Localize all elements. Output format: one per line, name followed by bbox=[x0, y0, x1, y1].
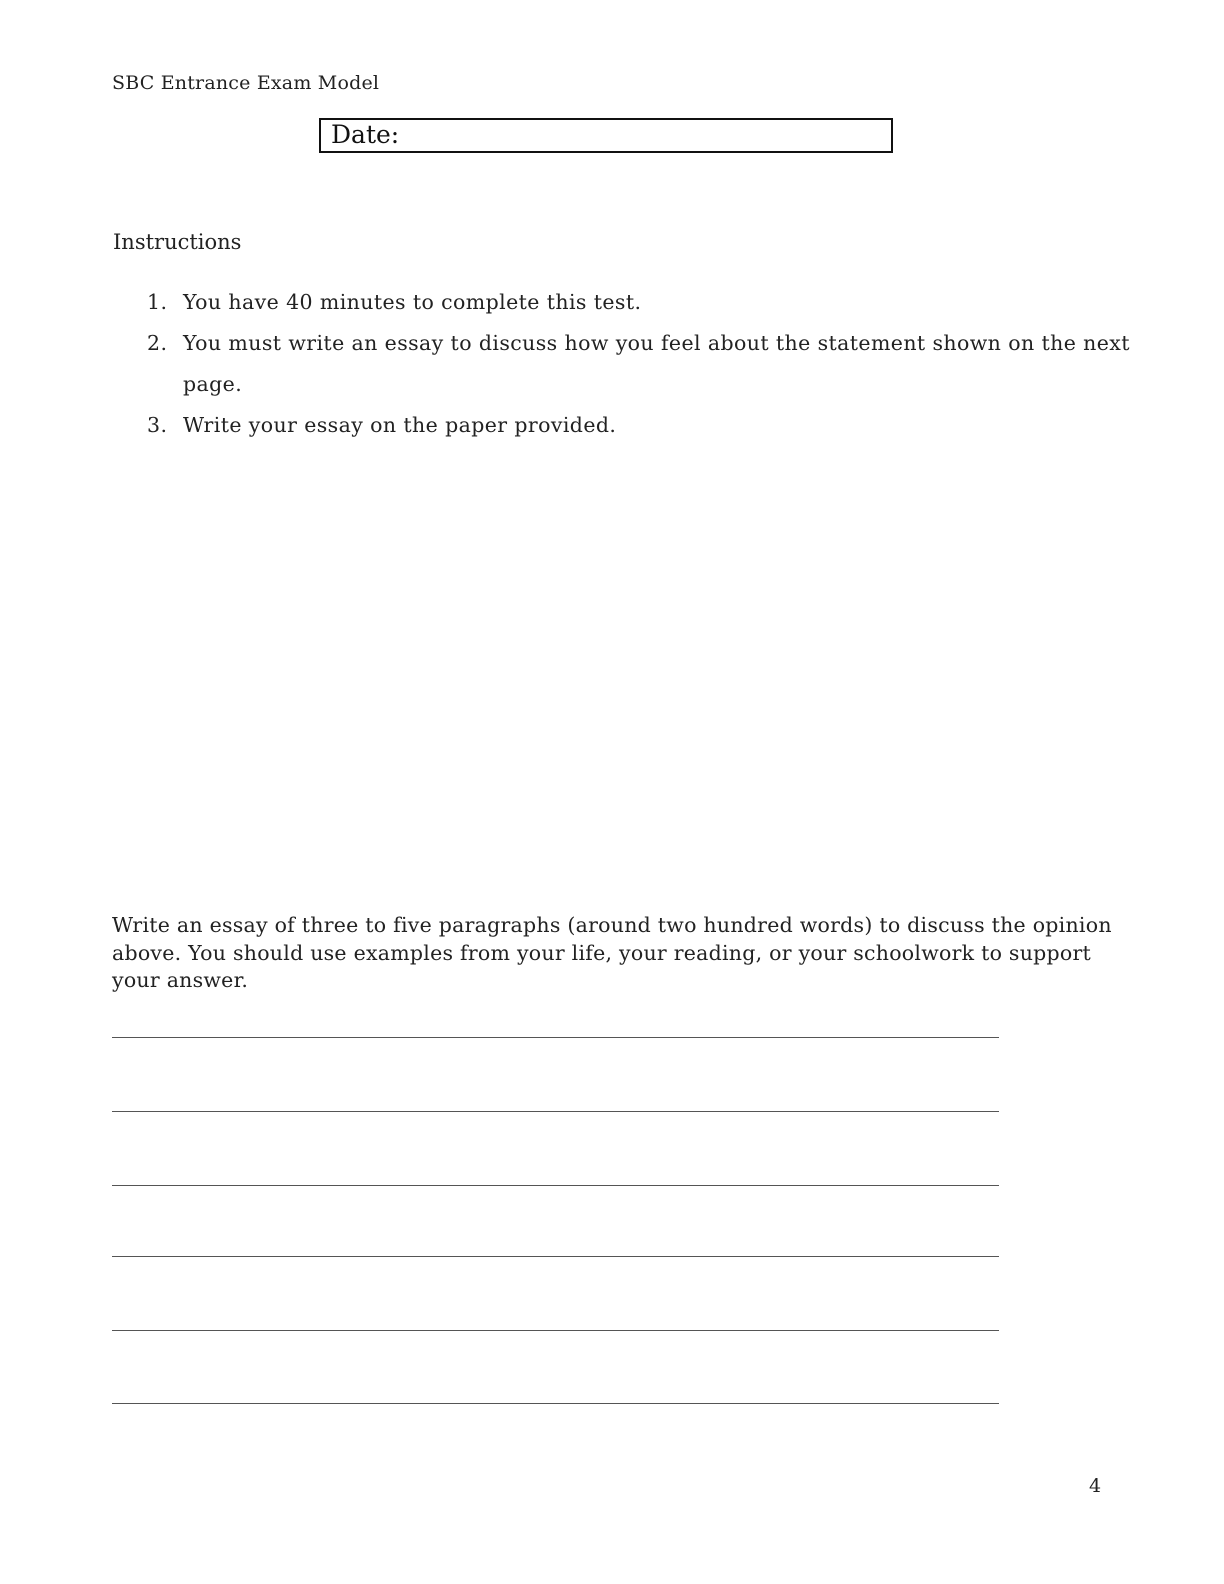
document-header: SBC Entrance Exam Model bbox=[112, 72, 380, 94]
instruction-number: 2. bbox=[147, 331, 168, 355]
instruction-item bbox=[113, 405, 1193, 446]
instruction-number: 3. bbox=[147, 413, 168, 437]
instruction-item bbox=[113, 323, 1193, 405]
answer-line[interactable] bbox=[112, 1330, 999, 1331]
essay-prompt: Write an essay of three to five paragraphs (around two hundred words) to discuss the opinion above. You should use examples from your life, your reading, or your schoolwork to support your answer. bbox=[112, 913, 1112, 992]
instructions-list bbox=[113, 282, 1193, 446]
answer-line[interactable] bbox=[112, 1185, 999, 1186]
answer-line[interactable] bbox=[112, 1256, 999, 1257]
answer-line[interactable] bbox=[112, 1037, 999, 1038]
answer-line[interactable] bbox=[112, 1111, 999, 1112]
date-box bbox=[319, 118, 893, 153]
instructions-heading: Instructions bbox=[113, 230, 242, 254]
instruction-text: You have 40 minutes to complete this test. bbox=[183, 290, 642, 314]
date-label: Date: bbox=[331, 120, 400, 149]
instruction-number: 1. bbox=[147, 290, 168, 314]
answer-line[interactable] bbox=[112, 1403, 999, 1404]
page-number: 4 bbox=[1089, 1475, 1102, 1497]
instruction-item bbox=[113, 282, 1193, 323]
instruction-text: Write your essay on the paper provided. bbox=[183, 413, 617, 437]
instruction-text: You must write an essay to discuss how you feel about the statement shown on the next page. bbox=[183, 331, 1130, 396]
